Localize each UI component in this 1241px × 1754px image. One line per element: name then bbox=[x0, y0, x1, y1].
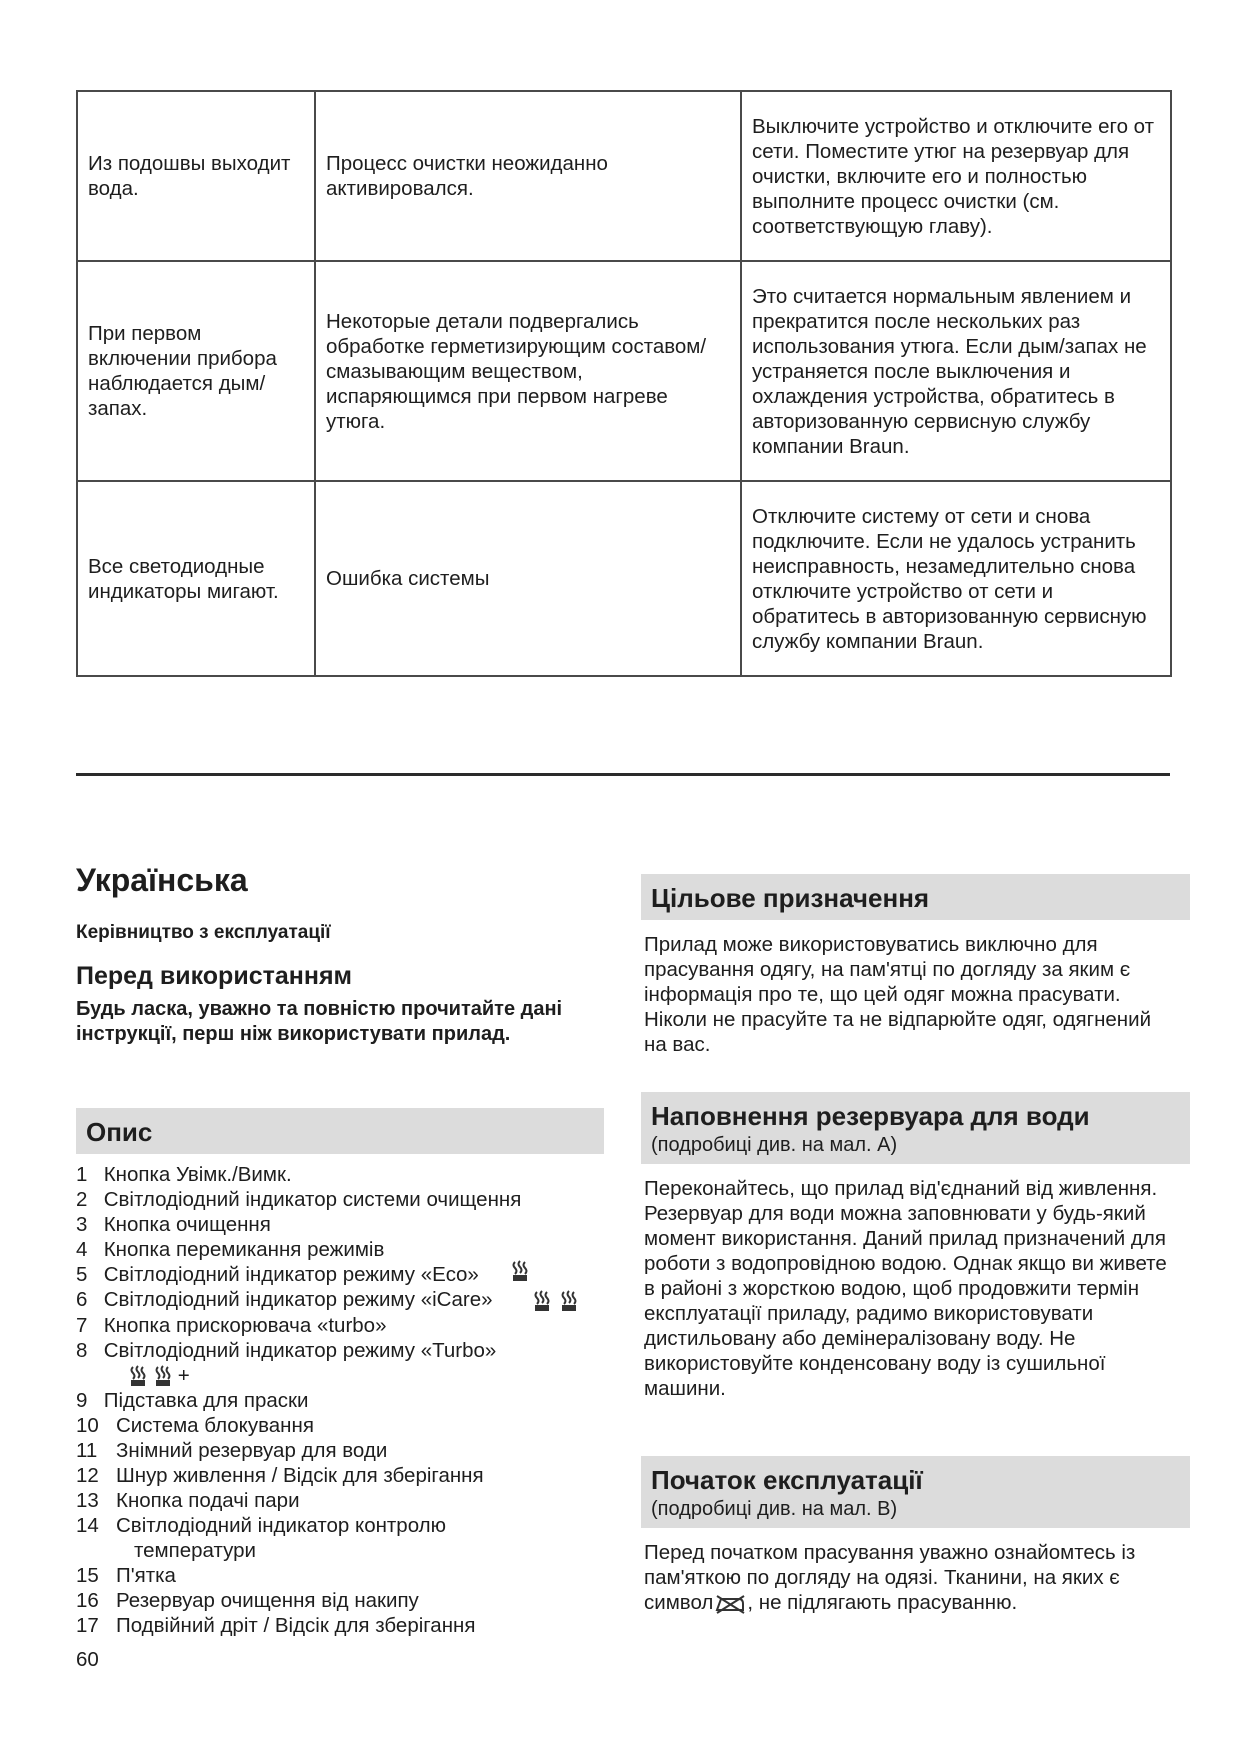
list-item: 8 Світлодіодний індикатор режиму «Turbo» + bbox=[76, 1338, 497, 1387]
list-item: 9 Підставка для праски bbox=[76, 1389, 309, 1413]
start-use-text: Перед початком прасування уважно ознайомтесь із пам'яткою по догляду на одязі. Тканини, на яких є символ , не підлягають прасуванню. bbox=[644, 1541, 1136, 1614]
manual-title: Керівництво з експлуатації bbox=[76, 922, 331, 943]
start-use-header bbox=[641, 1456, 1190, 1528]
list-item: 6 Світлодіодний індикатор режиму «iCare» bbox=[76, 1287, 604, 1313]
list-item: 11 Знімний резервуар для води bbox=[76, 1439, 388, 1463]
list-item: 4 Кнопка перемикання режимів bbox=[76, 1238, 385, 1261]
no-iron-icon bbox=[713, 1593, 747, 1615]
description-section-header bbox=[76, 1108, 604, 1154]
table-row bbox=[77, 481, 1171, 676]
list-item: 14 Світлодіодний індикатор контролю температури bbox=[76, 1514, 446, 1563]
intended-use-text: Прилад може використовуватись виключно для прасування одягу, на пам'ятці по догляду за яким є інформація про те, що цей одяг можна прасувати. Ніколи не прасуйте та не відпарюйте одяг, одягнений на вас. bbox=[644, 933, 1152, 1056]
plus-sign: + bbox=[177, 1363, 190, 1387]
list-item: 17 Подвійний дріт / Відсік для зберігання bbox=[76, 1614, 476, 1638]
problem-cell: Все светодиодные индикаторы мигают. bbox=[77, 481, 315, 676]
before-use-title: Перед використанням bbox=[76, 962, 353, 990]
section-divider bbox=[76, 773, 1170, 776]
cause-cell: Ошибка системы bbox=[315, 481, 741, 676]
left-column bbox=[76, 860, 604, 1638]
page-number: 60 bbox=[76, 1648, 99, 1671]
list-item: 15 П'ятка bbox=[76, 1564, 176, 1588]
list-item: 16 Резервуар очищення від накипу bbox=[76, 1589, 419, 1613]
solution-cell: Выключите устройство и отключите его от сети. Поместите утюг на резервуар для очистки, включите его и полностью выполните процесс очистки (см. соответствующую главу). bbox=[741, 91, 1171, 261]
list-item: 5 Світлодіодний індикатор режиму «Eco» bbox=[76, 1262, 604, 1287]
list-item: 10 Система блокування bbox=[76, 1414, 314, 1438]
list-item: 3 Кнопка очищення bbox=[76, 1213, 271, 1236]
problem-cell: При первом включении прибора наблюдается дым/запах. bbox=[77, 261, 315, 481]
cause-cell: Процесс очистки неожиданно активировался. bbox=[315, 91, 741, 261]
steam-icare-icon bbox=[532, 1289, 582, 1313]
troubleshooting-table bbox=[76, 90, 1172, 677]
solution-cell: Отключите систему от сети и снова подключите. Если не удалось устранить неисправность, незамедлительно снова отключите устройство от сети и обратитесь в авторизованную сервисную службу компании Braun. bbox=[741, 481, 1171, 676]
table-row bbox=[77, 261, 1171, 481]
language-title: Українська bbox=[76, 862, 248, 898]
intended-use-title: Цільове призначення bbox=[651, 883, 930, 913]
solution-cell: Это считается нормальным явлением и прекратится после нескольких раз использования утюга. Если дым/запах не устраняется после выключения и охлаждения устройства, обратитесь в авторизованную сервисную службу компании Braun. bbox=[741, 261, 1171, 481]
list-item: 1 Кнопка Увімк./Вимк. bbox=[76, 1163, 292, 1186]
start-use-title: Початок експлуатації bbox=[651, 1465, 923, 1495]
description-title: Опис bbox=[86, 1117, 153, 1147]
before-use-text: Будь ласка, уважно та повністю прочитайте дані інструкції, перш ніж використувати прилад. bbox=[76, 998, 563, 1045]
cause-cell: Некоторые детали подвергались обработке герметизирующим составом/смазывающим веществом, испаряющимся при первом нагреве утюга. bbox=[315, 261, 741, 481]
fill-tank-title: Наповнення резервуара для води bbox=[651, 1101, 1090, 1131]
steam-turbo-icon bbox=[128, 1364, 178, 1388]
list-item: 12 Шнур живлення / Відсік для зберігання bbox=[76, 1464, 484, 1488]
table-row bbox=[77, 91, 1171, 261]
fill-tank-header bbox=[641, 1092, 1190, 1164]
list-item: 7 Кнопка прискорювача «turbo» bbox=[76, 1313, 387, 1337]
steam-eco-icon bbox=[509, 1259, 531, 1283]
fill-tank-text: Переконайтесь, що прилад від'єднаний від живлення. Резервуар для води можна заповнювати у будь-який момент використання. Даний прилад призначений для роботи з водопровідною водою. Однак якщо ви живете в районі з жорсткою водою, щоб продовжити термін експлуатації приладу, радимо використовувати дистильовану або демінералізовану воду. Не використовуйте конденсовану воду із сушильної машини. bbox=[644, 1177, 1167, 1400]
parts-list bbox=[76, 1162, 604, 1638]
fill-tank-subtitle: (подробиці див. на мал. A) bbox=[651, 1134, 898, 1156]
list-item: 13 Кнопка подачі пари bbox=[76, 1489, 300, 1513]
start-use-subtitle: (подробиці див. на мал. B) bbox=[651, 1498, 898, 1520]
problem-cell: Из подошвы выходит вода. bbox=[77, 91, 315, 261]
intended-use-header bbox=[641, 874, 1190, 920]
list-item: 2 Світлодіодний індикатор системи очищення bbox=[76, 1188, 522, 1211]
